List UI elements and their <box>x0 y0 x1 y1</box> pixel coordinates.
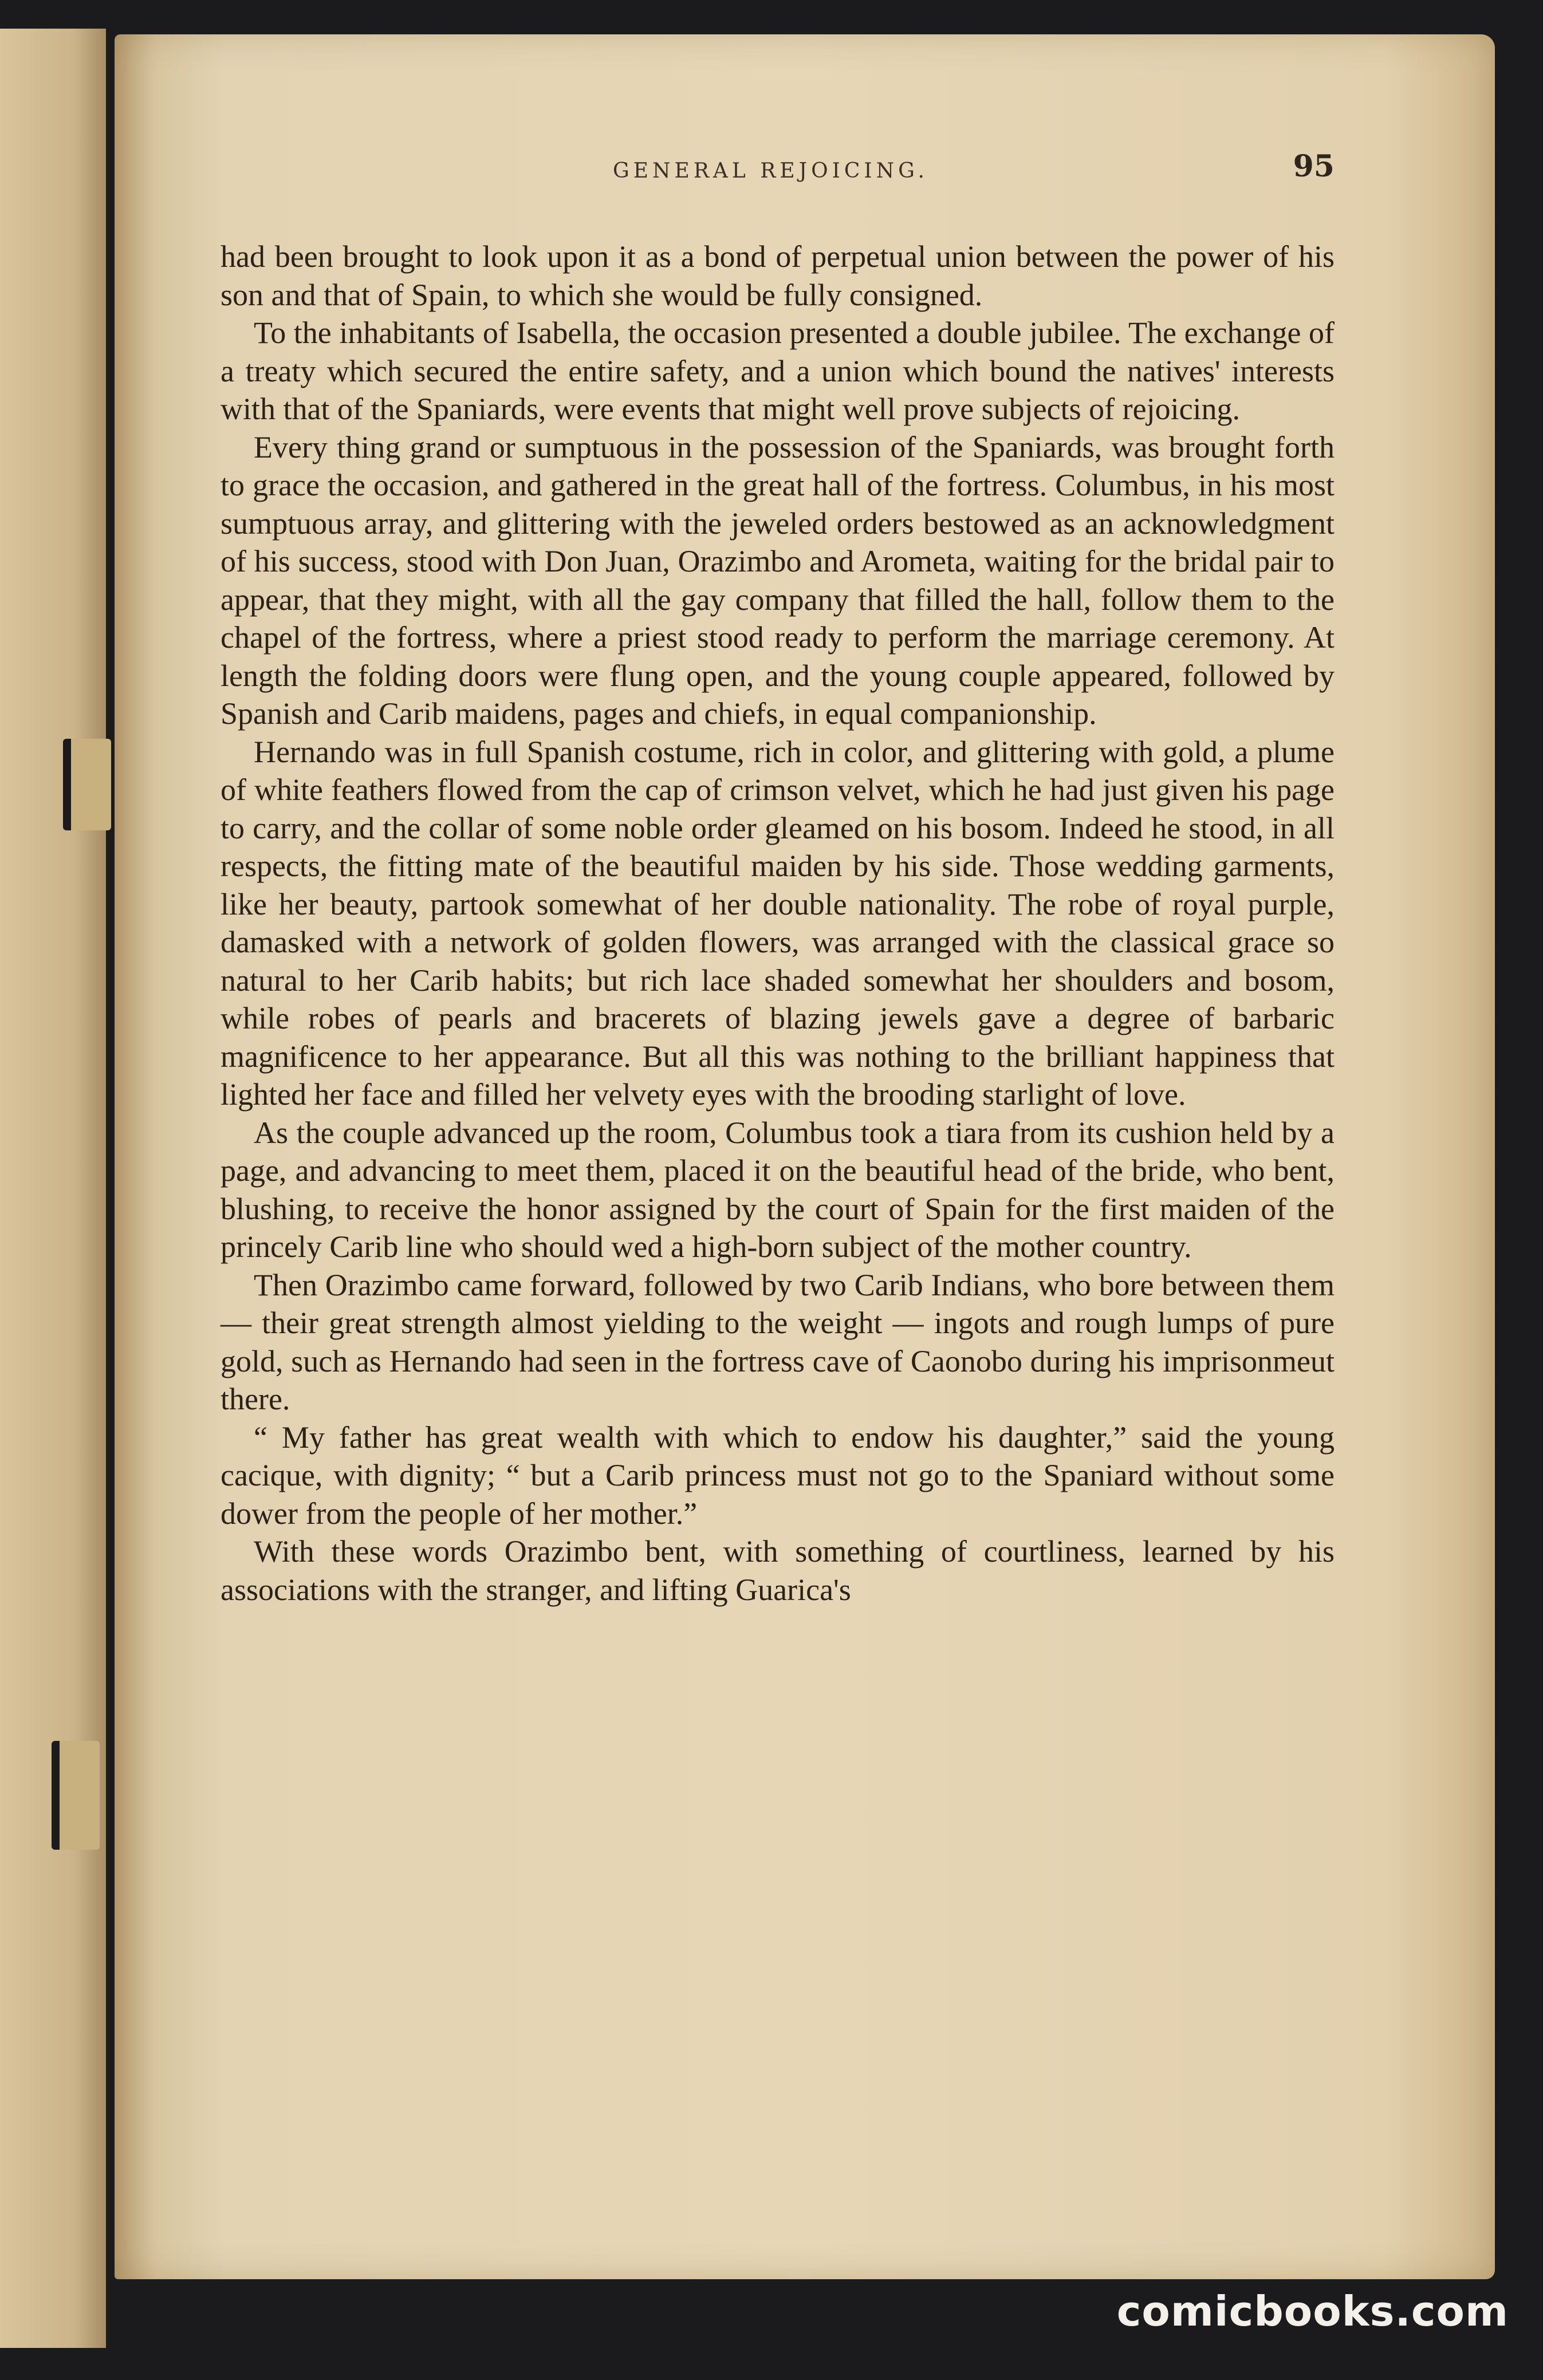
source-watermark: comicbooks.com <box>1116 2287 1509 2335</box>
binding-tear <box>52 1741 100 1850</box>
paragraph: Then Orazimbo came forward, followed by two Carib Indians, who bore between them — their great strength almost yielding to the weight — ingots and rough lumps of pure gold, such as Hernando had seen in the fortress cave of Caonobo during his imprisonmeut there. <box>221 1267 1335 1416</box>
page-number: 95 <box>1293 149 1335 184</box>
paragraph: As the couple advanced up the room, Columbus took a tiara from its cushion held by a page, and advancing to meet them, placed it on the beautiful head of the bride, who bent, blushing, to receive the honor assigned by the court of Spain for the first maiden of the princely Carib line who should wed a high-born subject of the mother country. <box>221 1115 1335 1264</box>
running-head: GENERAL REJOICING. <box>613 159 929 183</box>
paragraph: had been brought to look upon it as a bond of perpetual union between the power of his son and that of Spain, to which she would be fully consigned. <box>221 239 1335 312</box>
binding-tear <box>63 739 111 830</box>
paragraph: To the inhabitants of Isabella, the occasion presented a double jubilee. The exchange of a treaty which secured the entire safety, and a union which bound the natives' interests with that of the Spaniards, were events that might well prove subjects of rejoicing. <box>221 316 1335 426</box>
paragraph: With these words Orazimbo bent, with something of courtliness, learned by his associations with the stranger, and lifting Guarica's <box>221 1534 1335 1607</box>
paragraph: Every thing grand or sumptuous in the possession of the Spaniards, was brought forth to grace the occasion, and gathered in the great hall of the fortress. Columbus, in his most sumptuous array, and glittering with the jeweled orders bestowed as an acknowledgment of his success, stood with Don Juan, Orazimbo and Arometa, waiting for the bridal pair to appear, that they might, with all the gay company that filled the hall, follow them to the chapel of the fortress, where a priest stood ready to perform the marriage ceremony. At length the folding doors were flung open, and the young couple appeared, followed by Spanish and Carib maidens, pages and chiefs, in equal companionship. <box>221 429 1335 731</box>
page-header <box>223 149 1335 195</box>
facing-page-edge <box>0 29 106 2348</box>
paragraph: Hernando was in full Spanish costume, rich in color, and glittering with gold, a plume of white feathers flowed from the cap of crimson velvet, which he had just given his page to carry, and the collar of some noble order gleamed on his bosom. Indeed he stood, in all respects, the fitting mate of the beautiful maiden by his side. Those wedding garments, like her beauty, partook somewhat of her double nationality. The robe of royal purple, damasked with a network of golden flowers, was arranged with the classical grace so natural to her Carib habits; but rich lace shaded somewhat her shoulders and bosom, while robes of pearls and bracerets of blazing jewels gave a degree of barbaric magnificence to her appearance. But all this was nothing to the brilliant happiness that lighted her face and filled her velvety eyes with the brooding starlight of love. <box>221 734 1335 1112</box>
paragraph: “ My father has great wealth with which to endow his daughter,” said the young cacique, with dignity; “ but a Carib princess must not go to the Spaniard without some dower from the people of her mother.” <box>221 1420 1335 1531</box>
page-body <box>221 238 1335 1609</box>
